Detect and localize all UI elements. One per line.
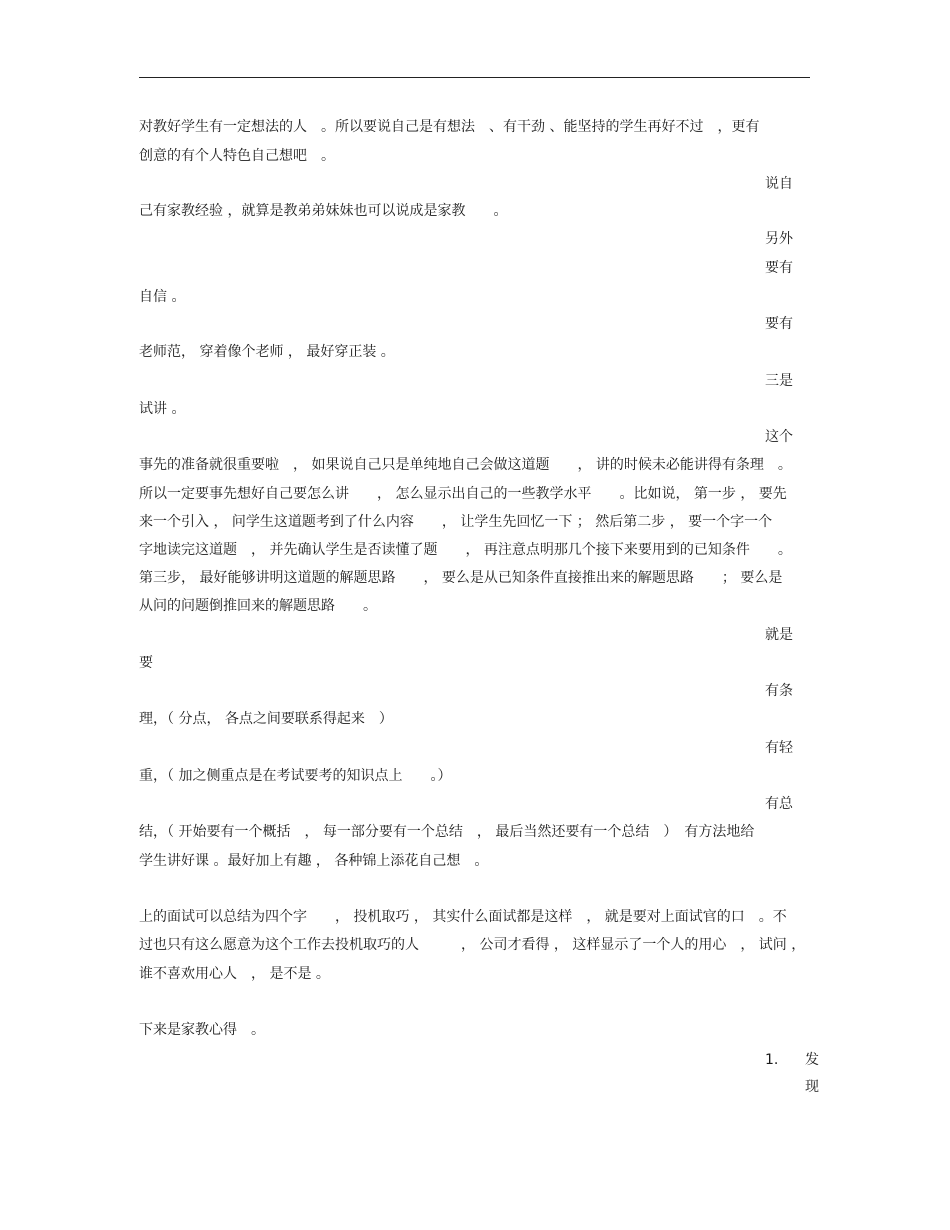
- list-text: 现: [805, 1079, 819, 1095]
- text-line: 有条: [765, 683, 793, 699]
- text-line: 有轻: [765, 740, 793, 756]
- text-line: 下来是家教心得 。: [139, 1022, 265, 1038]
- text-line: 另外: [765, 231, 793, 247]
- text-line: 重，（ 加之侧重点是在考试要考的知识点上 。）: [139, 768, 452, 784]
- text-line: 就是: [765, 627, 793, 643]
- text-line: 第三步， 最好能够讲明这道题的解题思路 ， 要么是从已知条件直接推出来的解题思路 ； 要么是: [139, 570, 783, 586]
- text-line: 来一个引入 ， 问学生这道题考到了什么内容 ， 让学生先回忆一下 ； 然后第二步 ， 要一个字一个: [139, 514, 773, 530]
- text-line: 上的面试可以总结为四个字 ， 投机取巧 ， 其实什么面试都是这样 ， 就是要对上面试官的口 。不: [139, 909, 787, 925]
- list-marker: 1.: [765, 1052, 779, 1068]
- text-line: 所以一定要事先想好自己要怎么讲 ， 怎么显示出自己的一些教学水平 。比如说， 第一步 ， 要先: [139, 486, 787, 502]
- text-line: 对教好学生有一定想法的人 。所以要说自己是有想法 、有干劲 、能坚持的学生再好不过 ，更有: [139, 119, 760, 135]
- text-line: 过也只有这么愿意为这个工作去投机取巧的人 ， 公司才看得 ， 这样显示了一个人的用心 ， 试问 ，: [139, 937, 806, 953]
- text-line: 从问的问题倒推回来的解题思路 。: [139, 598, 377, 614]
- text-line: 老师范， 穿着像个老师 ， 最好穿正装 。: [139, 344, 395, 360]
- text-line: 说自: [765, 176, 793, 192]
- header-rule: [139, 77, 810, 78]
- text-line: 理，（ 分点， 各点之间要联系得起来 ）: [139, 711, 393, 727]
- text-line: 三是: [765, 373, 793, 389]
- text-line: 试讲 。: [139, 401, 186, 417]
- list-text: 发: [805, 1052, 819, 1068]
- text-line: 谁不喜欢用心人 ， 是不是 。: [139, 966, 330, 982]
- text-line: 自信 。: [139, 289, 186, 305]
- text-line: 己有家教经验 ，就算是教弟弟妹妹也可以说成是家教 。: [139, 203, 508, 219]
- text-line: 事先的准备就很重要啦 ， 如果说自己只是单纯地自己会做这道题 ， 讲的时候未必能讲得有条理 。: [139, 457, 792, 473]
- text-line: 要有: [765, 316, 793, 332]
- text-line: 要有: [765, 260, 793, 276]
- text-line: 有总: [765, 796, 793, 812]
- text-line: 结，（ 开始要有一个概括 ， 每一部分要有一个总结 ， 最后当然还要有一个总结 ） 有方法地给: [139, 824, 755, 840]
- text-line: 要: [139, 655, 153, 671]
- text-line: 创意的有个人特色自己想吧 。: [139, 148, 335, 164]
- text-line: 这个: [765, 429, 793, 445]
- text-line: 学生讲好课 。最好加上有趣 ， 各种锦上添花自己想 。: [139, 853, 489, 869]
- text-line: 字地读完这道题 ， 并先确认学生是否读懂了题 ， 再注意点明那几个接下来要用到的已知条件 。: [139, 542, 792, 558]
